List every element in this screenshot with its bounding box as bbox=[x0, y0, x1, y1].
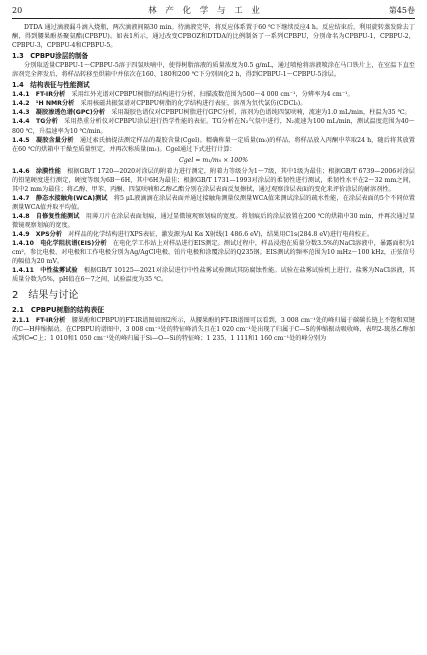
paragraph-intro: DTDA 通过滴液漏斗滴入烧瓶，两次滴液间隔30 min。待滴液完毕，将反应体系置于60 ℃下继续反应4 h。反应结束后，利用旋转蒸发除去丁酮，得到腰果酚基聚氨酯(CPBPU)。如表1所示，通过改变CPBOZ和DTDA的比例制备了一系列CPBPU，分别命名为CPBPU-1，CPBPU-2，CPBPU-3，CPBPU-4和CPBPU-5。 bbox=[12, 24, 415, 50]
lead-1-4-6: 1.4.6 涂膜性能 bbox=[12, 167, 61, 175]
body-1-4-4: 采用热重分析仪对CPBPU涂层进行热学性能的表征。TG分析在N₂气氛中进行，N₂流速为100 mL/min，测试温度范围为40～800 ℃，升温速率为10 ℃/min。 bbox=[12, 118, 415, 135]
lead-1-4-11: 1.4.11 中性盐雾试验 bbox=[12, 267, 78, 275]
body-1-4-3: 采用凝胶色谱仪对CPBPU树脂进行GPC分析，溶剂为色谱纯四氢呋喃，流速为1.0 mL/min，柱温为35 ℃。 bbox=[105, 109, 411, 117]
lead-1-4-2: 1.4.2 ¹H NMR分析 bbox=[12, 100, 75, 108]
body-1-4-11: 根据GB/T 10125—2021对涂层进行中性盐雾试验测试其防腐蚀性能。试验在盐雾试验机上进行，盐雾为NaCl溶液，其质量分数为5%，pH值在6～7之间，试验温度为35 ℃。 bbox=[12, 267, 415, 284]
body-1-4-2: 采用核磁共振氢谱对CPBPU树脂的化学结构进行表征，溶剂为氘代氯仿(CDCl₃)。 bbox=[74, 100, 307, 108]
journal-title: 林 产 化 学 与 工 业 bbox=[148, 6, 263, 16]
lead-1-4-7: 1.4.7 静态水接触角(WCA)测试 bbox=[12, 194, 108, 202]
body-1-4-5: 通过索氏抽提法测定样品的凝胶含量(Cgel)。精确称量一定质量(m₀)的样品，将样品放入丙酮中萃取24 h，随后将其放置在60 ℃的烘箱中干燥至质量恒定，并再次称质量(m₁)。Cgel通过下式进行计算： bbox=[12, 136, 415, 153]
body-1-4-1: 采用红外光谱对CPBPU树脂的结构进行分析，扫描波数范围为500～4 000 cm⁻¹，分辨率为4 cm⁻¹。 bbox=[65, 91, 354, 99]
lead-1-4-4: 1.4.4 TG分析 bbox=[12, 118, 58, 126]
paragraph-1-4-9 bbox=[12, 230, 415, 239]
lead-1-4-3: 1.4.3 凝胶渗透色谱(GPC)分析 bbox=[12, 109, 106, 117]
equation-gel-content bbox=[12, 156, 415, 165]
section-1-3-heading: 1.3 CPBPU涂层的制备 bbox=[12, 52, 89, 61]
body-1-4-8: 用薄刀片在涂层表面划痕，通过显微镜观察划痕的宽度。将划痕后的涂层放置在200 ℃的烘箱中30 min，并再次通过显微镜观察划痕的宽度。 bbox=[12, 212, 415, 229]
lead-1-4-8: 1.4.8 自修复性能测试 bbox=[12, 212, 80, 220]
paragraph-1-4-4 bbox=[12, 117, 415, 135]
section-1-4-heading: 1.4 结构表征与性能测试 bbox=[12, 81, 90, 90]
section-2-1-heading: 2.1 CPBPU树脂的结构表征 bbox=[12, 306, 105, 315]
paragraph-1-4-2 bbox=[12, 99, 415, 108]
page-number: 20 bbox=[12, 6, 23, 15]
body-1-4-10: 在电化学工作站上对样品进行EIS测定。测试过程中，样品浸泡在质量分数3.5%的NaCl溶液中，暴露面积为1 cm²，参比电极、对电极和工作电极分别为Ag/AgCl电极、铂片电极和涂覆涂层的Q235钢。EIS测试的频率范围为10 mHz～100 kHz，正弦信号的幅值为20 mV。 bbox=[12, 240, 415, 266]
paragraph-1-4-11 bbox=[12, 266, 415, 284]
lead-1-4-9: 1.4.9 XPS分析 bbox=[12, 231, 62, 239]
running-header bbox=[12, 6, 415, 19]
lead-1-4-10: 1.4.10 电化学阻抗谱(EIS)分析 bbox=[12, 240, 107, 248]
equation-formula: Cgel = m₁/m₀ × 100% bbox=[178, 156, 249, 164]
paragraph-1-4-10 bbox=[12, 239, 415, 266]
body-2-1-1: 腰果酚和CPBPU的FT-IR谱图如图2所示，从腰果酚的FT-IR谱图可以看到，3 008 cm⁻¹处的峰归属于碳碳长链上不饱和双键的C—H伸缩振动。在CPBPU的谱图中，3 008 cm⁻¹处的特征峰消失且在1 020 cm⁻¹处出现了归属于C—S的伸缩振动吸收峰，表明2-巯基乙醇加成到C═C上；1 010和1 050 cm⁻¹处的峰归属于Si—O—Si的特征峰；1 235、1 111和1 160 cm⁻¹处的峰分别为 bbox=[12, 317, 415, 343]
paragraph-1-4-8 bbox=[12, 212, 415, 230]
paragraph-2-1-1 bbox=[12, 316, 415, 343]
body-1-4-9: 对样品的化学结构进行XPS表征，激发源为Al Kα X射线(1 486.6 eV)，结果用C1s(284.8 eV)进行电荷校正。 bbox=[61, 231, 374, 239]
paragraph-1-3: 分别取适量CPBPU-1～CPBPU-5溶于四氢呋喃中，使得树脂溶液的质量浓度为0.5 g/mL，通过喷枪将溶液喷涂在马口铁片上，在室温下直至溶剂完全挥发后，将样品转移至烘箱中并依次在160、180和200 ℃下分别固化2 h，得到CPBPU-1～CPBPU-5涂层。 bbox=[12, 62, 415, 79]
lead-1-4-1: 1.4.1 FT-IR分析 bbox=[12, 91, 66, 99]
paragraph-1-4-5 bbox=[12, 136, 415, 154]
paragraph-1-4-6 bbox=[12, 167, 415, 194]
paragraph-1-4-7 bbox=[12, 194, 415, 212]
volume-label: 第45卷 bbox=[388, 6, 415, 15]
lead-2-1-1: 2.1.1 FT-IR分析 bbox=[12, 317, 66, 325]
section-2-heading: 2 结果与讨论 bbox=[12, 290, 79, 302]
body-1-4-6: 根据GB/T 1720—2020对涂层的附着力进行测定，附着力等级分为1～7级，其中1级为最佳；根据GB/T 6739—2006对涂层的铅笔硬度进行测定，硬度等级为6B～6H，其中6H为最佳；根据GB/T 1731—1993对涂层的柔韧性进行测试，柔韧性水平在2～32 mm之间，其中2 mm为最佳；将乙醇、甲苯、丙酮、四氢呋喃和乙醇乙酯分别在涂层表面反复擦拭，通过观察涂层表面的变化来评价涂层的耐溶剂性。 bbox=[12, 167, 415, 193]
paragraph-1-4-3 bbox=[12, 108, 415, 117]
body-1-4-7: 将5 μL液滴滴在涂层表面并通过接触角测量仪测量WCA值来测试涂层的疏水性能，在涂层表面的5个不同位置测量WCA值并取平均值。 bbox=[12, 194, 415, 211]
lead-1-4-5: 1.4.5 凝胶含量分析 bbox=[12, 136, 74, 144]
paragraph-1-4-1 bbox=[12, 90, 415, 99]
